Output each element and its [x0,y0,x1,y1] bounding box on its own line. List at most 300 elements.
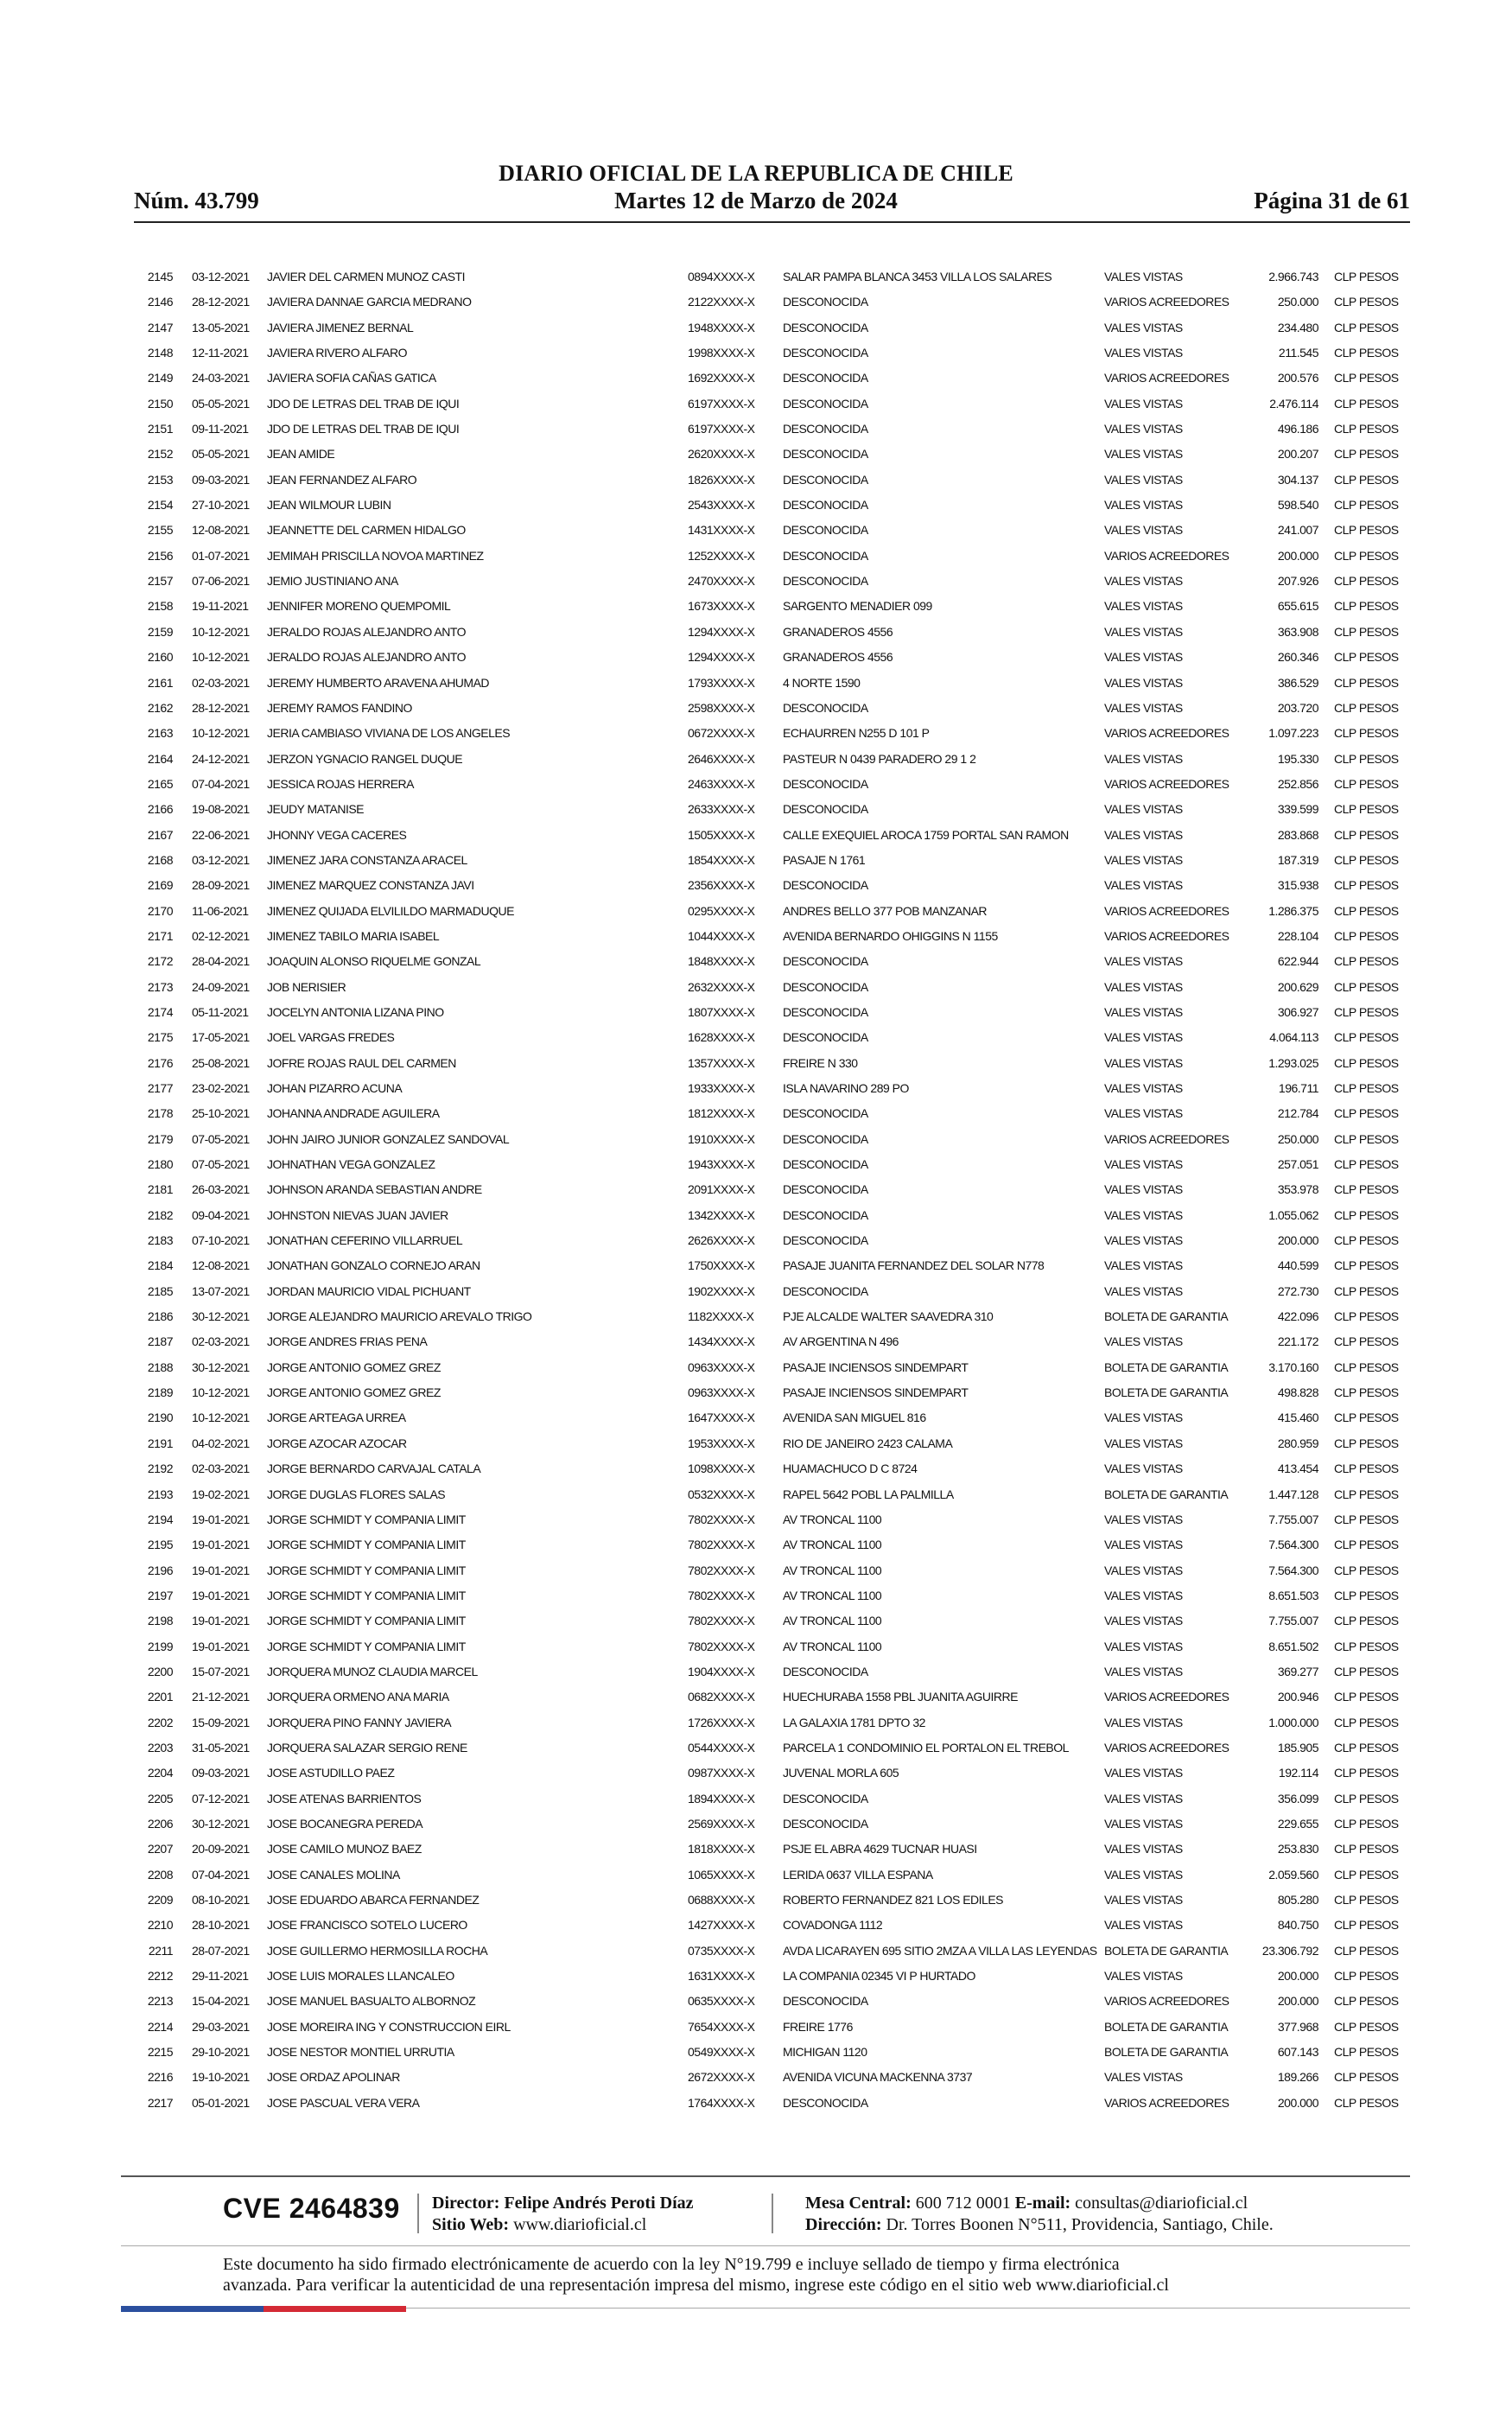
row-name: JOSE PASCUAL VERA VERA [267,2095,420,2110]
row-currency: CLP PESOS [1334,624,1399,639]
row-date: 30-12-2021 [192,1360,250,1374]
row-address: DESCONOCIDA [783,2095,868,2110]
row-rut: 1294XXXX-X [688,650,755,665]
row-address: AV TRONCAL 1100 [783,1563,882,1577]
row-number: 2163 [147,726,173,741]
row-address: ANDRES BELLO 377 POB MANZANAR [783,903,988,918]
row-date: 15-07-2021 [192,1664,250,1678]
row-name: JORQUERA SALAZAR SERGIO RENE [267,1740,467,1754]
row-currency: CLP PESOS [1334,1664,1399,1678]
row-date: 03-12-2021 [192,852,250,867]
row-currency: CLP PESOS [1334,2019,1399,2034]
row-amount: 234.480 [1277,320,1318,334]
table-row [0,1177,1512,1202]
row-date: 17-05-2021 [192,1030,250,1045]
footer-bottom-rule [406,2308,1410,2309]
row-instrument: BOLETA DE GARANTIA [1104,1385,1229,1400]
row-instrument: VALES VISTAS [1104,624,1183,639]
table-row [0,1355,1512,1380]
row-date: 31-05-2021 [192,1740,250,1754]
row-date: 05-01-2021 [192,2095,250,2110]
row-amount: 1.293.025 [1268,1055,1318,1070]
row-date: 03-12-2021 [192,270,250,283]
row-rut: 1818XXXX-X [688,1842,755,1856]
row-date: 07-05-2021 [192,1157,250,1172]
table-row [0,417,1512,442]
row-amount: 315.938 [1277,878,1318,893]
row-address: PJE ALCALDE WALTER SAAVEDRA 310 [783,1309,994,1324]
row-date: 19-01-2021 [192,1538,250,1552]
row-name: JOSE ASTUDILLO PAEZ [267,1766,395,1780]
row-instrument: VALES VISTAS [1104,1614,1183,1628]
row-name: JEUDY MATANISE [267,802,365,817]
row-rut: 1505XXXX-X [688,827,755,842]
table-row [0,264,1512,290]
row-amount: 306.927 [1277,1004,1318,1019]
table-row [0,1380,1512,1405]
row-currency: CLP PESOS [1334,422,1399,436]
row-address: AV TRONCAL 1100 [783,1512,882,1526]
table-row [0,1786,1512,1812]
row-instrument: VARIOS ACREEDORES [1104,295,1229,309]
row-amount: 189.266 [1277,2070,1318,2085]
table-row [0,1634,1512,1659]
row-amount: 655.615 [1277,599,1318,614]
page-indicator: Página 31 de 61 [1254,188,1410,213]
row-name: JORQUERA MUNOZ CLAUDIA MARCEL [267,1664,478,1678]
signature-notice-line: avanzada. Para verificar la autenticidad de una representación impresa del mismo, ingrese este código en el sitio web www.diarioficial.cl [223,2276,1169,2295]
site-link[interactable]: www.diarioficial.cl [513,2215,647,2234]
row-address: SALAR PAMPA BLANCA 3453 VILLA LOS SALARES [783,270,1052,283]
row-name: JORGE BERNARDO CARVAJAL CATALA [267,1462,481,1476]
row-date: 12-11-2021 [192,346,249,360]
table-row [0,1253,1512,1278]
row-currency: CLP PESOS [1334,320,1399,334]
row-instrument: BOLETA DE GARANTIA [1104,2045,1229,2060]
row-rut: 1673XXXX-X [688,599,755,614]
row-amount: 422.096 [1277,1309,1318,1324]
row-amount: 200.000 [1277,1969,1318,1984]
row-number: 2162 [147,700,173,715]
row-currency: CLP PESOS [1334,1715,1399,1729]
row-instrument: VALES VISTAS [1104,1791,1183,1805]
row-currency: CLP PESOS [1334,1791,1399,1805]
row-amount: 840.750 [1277,1918,1318,1933]
row-date: 13-05-2021 [192,320,250,334]
row-name: JENNIFER MORENO QUEMPOMIL [267,599,451,614]
row-amount: 200.207 [1277,447,1318,462]
row-rut: 1252XXXX-X [688,548,755,563]
row-name: JOSE GUILLERMO HERMOSILLA ROCHA [267,1943,488,1958]
table-row [0,1659,1512,1684]
table-row [0,594,1512,619]
row-rut: 1294XXXX-X [688,624,755,639]
row-instrument: VALES VISTAS [1104,1157,1183,1172]
row-rut: 7802XXXX-X [688,1639,755,1653]
row-currency: CLP PESOS [1334,1182,1399,1197]
row-number: 2188 [147,1360,173,1374]
row-name: JIMENEZ JARA CONSTANZA ARACEL [267,852,467,867]
row-instrument: VALES VISTAS [1104,1334,1183,1349]
row-currency: CLP PESOS [1334,903,1399,918]
row-instrument: VALES VISTAS [1104,1538,1183,1552]
row-currency: CLP PESOS [1334,1309,1399,1324]
row-currency: CLP PESOS [1334,2095,1399,2110]
row-name: JOSE NESTOR MONTIEL URRUTIA [267,2045,454,2060]
row-instrument: VALES VISTAS [1104,802,1183,817]
row-rut: 2646XXXX-X [688,751,755,766]
row-amount: 272.730 [1277,1283,1318,1298]
row-name: JOEL VARGAS FREDES [267,1030,395,1045]
row-amount: 250.000 [1277,295,1318,309]
row-currency: CLP PESOS [1334,2070,1399,2085]
row-currency: CLP PESOS [1334,675,1399,690]
table-row [0,1203,1512,1228]
row-address: AV TRONCAL 1100 [783,1538,882,1552]
table-row [0,315,1512,341]
table-row [0,366,1512,391]
row-number: 2155 [147,523,173,538]
row-number: 2213 [147,1994,173,2009]
row-amount: 252.856 [1277,776,1318,791]
row-currency: CLP PESOS [1334,1283,1399,1298]
row-name: JOSE FRANCISCO SOTELO LUCERO [267,1918,467,1933]
table-row [0,1863,1512,1888]
row-address: HUAMACHUCO D C 8724 [783,1462,918,1476]
row-number: 2200 [147,1664,173,1678]
row-currency: CLP PESOS [1334,447,1399,462]
row-instrument: VALES VISTAS [1104,1055,1183,1070]
row-amount: 192.114 [1278,1766,1318,1780]
row-amount: 187.319 [1277,852,1318,867]
row-amount: 440.599 [1277,1258,1318,1273]
row-rut: 0682XXXX-X [688,1690,755,1704]
row-date: 07-04-2021 [192,776,250,791]
row-amount: 260.346 [1277,650,1318,665]
row-amount: 413.454 [1277,1462,1318,1476]
row-number: 2193 [147,1487,173,1501]
row-date: 07-05-2021 [192,1131,250,1146]
row-amount: 221.172 [1277,1334,1318,1349]
row-name: JORGE ANDRES FRIAS PENA [267,1334,428,1349]
row-address: DESCONOCIDA [783,1664,868,1678]
row-instrument: VALES VISTAS [1104,1588,1183,1602]
row-number: 2179 [147,1131,173,1146]
row-amount: 200.946 [1277,1690,1318,1704]
row-currency: CLP PESOS [1334,1004,1399,1019]
table-row [0,721,1512,746]
row-date: 12-08-2021 [192,523,250,538]
row-address: AV TRONCAL 1100 [783,1639,882,1653]
row-address: DESCONOCIDA [783,396,868,411]
row-address: 4 NORTE 1590 [783,675,861,690]
row-name: JORGE SCHMIDT Y COMPANIA LIMIT [267,1639,466,1653]
row-rut: 1342XXXX-X [688,1207,755,1222]
row-rut: 7654XXXX-X [688,2019,755,2034]
row-amount: 598.540 [1277,498,1318,513]
row-currency: CLP PESOS [1334,1842,1399,1856]
row-currency: CLP PESOS [1334,1867,1399,1882]
row-amount: 498.828 [1277,1385,1318,1400]
row-address: DESCONOCIDA [783,700,868,715]
row-name: JEREMY HUMBERTO ARAVENA AHUMAD [267,675,490,690]
table-row [0,1837,1512,1862]
row-date: 02-03-2021 [192,675,250,690]
row-address: DESCONOCIDA [783,346,868,360]
row-name: JOSE EDUARDO ABARCA FERNANDEZ [267,1893,480,1907]
row-number: 2145 [147,270,173,283]
row-address: ROBERTO FERNANDEZ 821 LOS EDILES [783,1893,1004,1907]
row-rut: 7802XXXX-X [688,1588,755,1602]
row-rut: 1894XXXX-X [688,1791,755,1805]
row-address: COVADONGA 1112 [783,1918,883,1933]
row-instrument: VALES VISTAS [1104,1462,1183,1476]
row-name: JOSE MANUEL BASUALTO ALBORNOZ [267,1994,476,2009]
row-currency: CLP PESOS [1334,1740,1399,1754]
table-row [0,1507,1512,1532]
row-currency: CLP PESOS [1334,1487,1399,1501]
row-address: CALLE EXEQUIEL AROCA 1759 PORTAL SAN RAMON [783,827,1069,842]
row-instrument: VALES VISTAS [1104,1816,1183,1831]
row-rut: 1793XXXX-X [688,675,755,690]
row-instrument: VALES VISTAS [1104,599,1183,614]
row-date: 28-07-2021 [192,1943,250,1958]
row-name: JONATHAN GONZALO CORNEJO ARAN [267,1258,480,1273]
row-rut: 1628XXXX-X [688,1030,755,1045]
email-link[interactable]: consultas@diarioficial.cl [1075,2194,1248,2213]
row-instrument: VALES VISTAS [1104,523,1183,538]
row-currency: CLP PESOS [1334,1639,1399,1653]
row-amount: 250.000 [1277,1131,1318,1146]
row-address: DESCONOCIDA [783,523,868,538]
row-address: DESCONOCIDA [783,1157,868,1172]
row-rut: 1826XXXX-X [688,472,755,487]
row-amount: 1.447.128 [1268,1487,1318,1501]
row-instrument: VALES VISTAS [1104,1918,1183,1933]
row-rut: 0735XXXX-X [688,1943,755,1958]
row-instrument: VARIOS ACREEDORES [1104,776,1229,791]
row-number: 2180 [147,1157,173,1172]
row-name: JOHNSTON NIEVAS JUAN JAVIER [267,1207,448,1222]
table-row [0,1532,1512,1557]
table-row [0,975,1512,1000]
row-address: DESCONOCIDA [783,1182,868,1197]
row-amount: 195.330 [1277,751,1318,766]
row-number: 2212 [147,1969,173,1984]
row-name: JAVIERA DANNAE GARCIA MEDRANO [267,295,472,309]
table-row [0,924,1512,949]
row-instrument: BOLETA DE GARANTIA [1104,1943,1229,1958]
row-number: 2203 [147,1740,173,1754]
row-instrument: VALES VISTAS [1104,1842,1183,1856]
table-row [0,569,1512,594]
row-number: 2157 [147,574,173,589]
row-instrument: VALES VISTAS [1104,1207,1183,1222]
footer-divider [121,2175,1410,2177]
row-address: DESCONOCIDA [783,295,868,309]
site-label: Sitio Web: [432,2215,510,2234]
row-date: 23-02-2021 [192,1081,250,1095]
row-currency: CLP PESOS [1334,1462,1399,1476]
row-currency: CLP PESOS [1334,1918,1399,1933]
row-instrument: VALES VISTAS [1104,852,1183,867]
row-amount: 7.755.007 [1268,1512,1318,1526]
row-instrument: VALES VISTAS [1104,1867,1183,1882]
issue-number: Núm. 43.799 [134,188,259,213]
row-instrument: VALES VISTAS [1104,1664,1183,1678]
table-row [0,1710,1512,1735]
address-value: Dr. Torres Boonen N°511, Providencia, Santiago, Chile. [886,2215,1274,2234]
row-rut: 0549XXXX-X [688,2045,755,2060]
row-instrument: VARIOS ACREEDORES [1104,903,1229,918]
row-amount: 283.868 [1277,827,1318,842]
row-currency: CLP PESOS [1334,1411,1399,1425]
row-amount: 356.099 [1277,1791,1318,1805]
row-date: 25-10-2021 [192,1106,250,1121]
row-amount: 207.926 [1277,574,1318,589]
row-date: 09-03-2021 [192,1766,250,1780]
row-number: 2165 [147,776,173,791]
table-row [0,1939,1512,1964]
row-date: 30-12-2021 [192,1816,250,1831]
signature-notice [223,2254,1303,2296]
table-row [0,1152,1512,1177]
row-instrument: VALES VISTAS [1104,320,1183,334]
row-name: JOFRE ROJAS RAUL DEL CARMEN [267,1055,456,1070]
table-row [0,1304,1512,1329]
row-number: 2159 [147,624,173,639]
row-number: 2189 [147,1385,173,1400]
row-address: PSJE EL ABRA 4629 TUCNAR HUASI [783,1842,977,1856]
gazette-title: DIARIO OFICIAL DE LA REPUBLICA DE CHILE [499,161,1013,186]
table-row [0,645,1512,670]
row-number: 2175 [147,1030,173,1045]
row-number: 2149 [147,371,173,385]
row-currency: CLP PESOS [1334,827,1399,842]
row-date: 05-05-2021 [192,447,250,462]
row-amount: 1.055.062 [1268,1207,1318,1222]
row-name: JEAN AMIDE [267,447,335,462]
row-name: JERZON YGNACIO RANGEL DUQUE [267,751,463,766]
row-address: DESCONOCIDA [783,574,868,589]
row-amount: 369.277 [1277,1664,1318,1678]
row-address: AV TRONCAL 1100 [783,1588,882,1602]
footer-divider-thin [121,2245,1410,2246]
row-amount: 415.460 [1277,1411,1318,1425]
row-address: DESCONOCIDA [783,979,868,994]
row-address: LA GALAXIA 1781 DPTO 32 [783,1715,925,1729]
row-address: DESCONOCIDA [783,320,868,334]
row-number: 2187 [147,1334,173,1349]
row-date: 29-03-2021 [192,2019,250,2034]
row-address: DESCONOCIDA [783,472,868,487]
row-name: JEREMY RAMOS FANDINO [267,700,412,715]
table-row [0,1583,1512,1608]
row-name: JOAQUIN ALONSO RIQUELME GONZAL [267,954,481,969]
row-rut: 0544XXXX-X [688,1740,755,1754]
table-row [0,468,1512,493]
row-date: 08-10-2021 [192,1893,250,1907]
row-instrument: VALES VISTAS [1104,954,1183,969]
row-rut: 7802XXXX-X [688,1614,755,1628]
table-row [0,2091,1512,2116]
row-currency: CLP PESOS [1334,295,1399,309]
row-number: 2156 [147,548,173,563]
table-row [0,2065,1512,2090]
row-name: JORGE ARTEAGA URREA [267,1411,406,1425]
row-name: JORQUERA ORMENO ANA MARIA [267,1690,449,1704]
row-date: 19-01-2021 [192,1512,250,1526]
flag-blue-segment [121,2306,264,2312]
row-date: 15-04-2021 [192,1994,250,2009]
row-currency: CLP PESOS [1334,776,1399,791]
row-amount: 386.529 [1277,675,1318,690]
row-instrument: VALES VISTAS [1104,1411,1183,1425]
row-number: 2182 [147,1207,173,1222]
row-name: JAVIERA RIVERO ALFARO [267,346,407,360]
row-date: 07-04-2021 [192,1867,250,1882]
row-name: JORGE SCHMIDT Y COMPANIA LIMIT [267,1512,466,1526]
row-number: 2204 [147,1766,173,1780]
table-row [0,620,1512,645]
row-date: 28-12-2021 [192,700,250,715]
row-number: 2146 [147,295,173,309]
row-rut: 1953XXXX-X [688,1436,755,1450]
row-currency: CLP PESOS [1334,1385,1399,1400]
row-address: DESCONOCIDA [783,776,868,791]
table-row [0,1456,1512,1481]
row-number: 2211 [148,1943,173,1958]
footer-separator [417,2194,419,2233]
row-number: 2172 [147,954,173,969]
row-amount: 7.564.300 [1268,1563,1318,1577]
row-number: 2215 [147,2045,173,2060]
row-name: JIMENEZ QUIJADA ELVILILDO MARMADUQUE [267,903,514,918]
row-date: 05-11-2021 [192,1004,249,1019]
row-amount: 7.755.007 [1268,1614,1318,1628]
row-name: JORGE ANTONIO GOMEZ GREZ [267,1385,441,1400]
footer-contact-block [805,2193,1274,2236]
row-date: 28-12-2021 [192,295,250,309]
row-amount: 212.784 [1277,1106,1318,1121]
row-amount: 203.720 [1277,700,1318,715]
row-currency: CLP PESOS [1334,751,1399,766]
table-row [0,544,1512,569]
row-name: JEMIMAH PRISCILLA NOVOA MARTINEZ [267,548,484,563]
table-row [0,1684,1512,1710]
row-instrument: VALES VISTAS [1104,447,1183,462]
row-rut: 2356XXXX-X [688,878,755,893]
director-label: Director: Felipe Andrés Peroti Díaz [432,2194,694,2213]
row-date: 27-10-2021 [192,498,250,513]
row-rut: 1904XXXX-X [688,1664,755,1678]
row-address: DESCONOCIDA [783,802,868,817]
row-rut: 1948XXXX-X [688,320,755,334]
row-address: DESCONOCIDA [783,878,868,893]
row-address: DESCONOCIDA [783,1131,868,1146]
row-instrument: VARIOS ACREEDORES [1104,371,1229,385]
row-currency: CLP PESOS [1334,1081,1399,1095]
row-instrument: BOLETA DE GARANTIA [1104,1309,1229,1324]
row-address: RIO DE JANEIRO 2423 CALAMA [783,1436,953,1450]
row-name: JERALDO ROJAS ALEJANDRO ANTO [267,650,467,665]
table-row [0,1279,1512,1304]
row-date: 24-03-2021 [192,371,250,385]
table-row [0,493,1512,518]
row-amount: 200.000 [1277,2095,1318,2110]
table-row [0,1025,1512,1050]
row-amount: 496.186 [1277,422,1318,436]
